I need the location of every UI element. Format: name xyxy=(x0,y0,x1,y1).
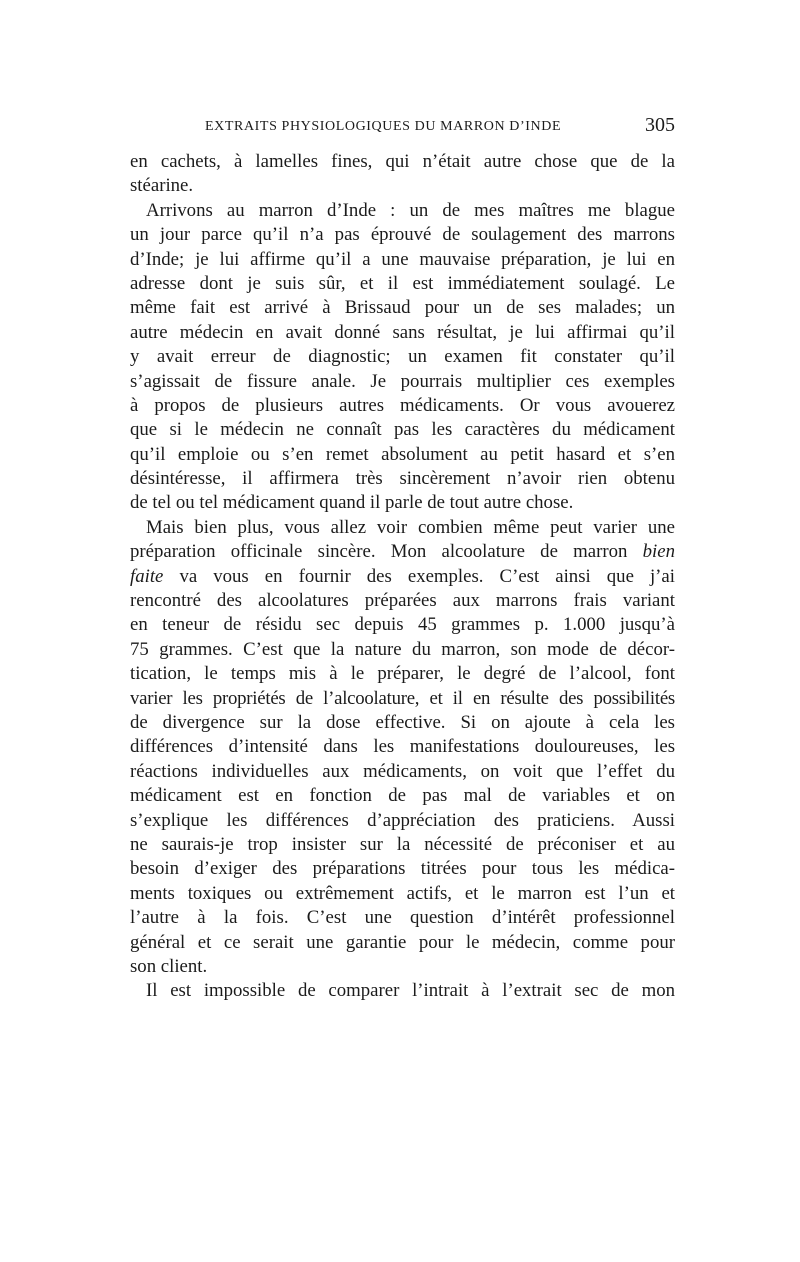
text-line: 75 grammes. C’est que la nature du marron, son mode de décor- xyxy=(130,638,675,660)
text-line: autre médecin en avait donné sans résultat, je lui affirmai qu’il xyxy=(130,321,675,343)
running-head xyxy=(130,110,675,144)
text-line: réactions individuelles aux médicaments, on voit que l’effet du xyxy=(130,760,675,782)
text-line: désintéresse, il affirmera très sincèrement n’avoir rien obtenu xyxy=(130,468,675,490)
text-line: de divergence sur la dose effective. Si on ajoute à cela les xyxy=(130,711,675,733)
text-line: ne saurais-je trop insister sur la nécessité de préconiser et au xyxy=(130,833,675,855)
text-line: un jour parce qu’il n’a pas éprouvé de soulagement des marrons xyxy=(130,224,675,246)
text-line: même fait est arrivé à Brissaud pour un de ses malades; un xyxy=(130,297,675,319)
page-number: 305 xyxy=(645,114,675,136)
text-line: différences d’intensité dans les manifestations douloureuses, les xyxy=(130,736,675,758)
text-line: besoin d’exiger des préparations titrées pour tous les médica- xyxy=(130,858,675,880)
italic-word: bien xyxy=(642,541,675,563)
text-line: qu’il emploie ou s’en remet absolument au petit hasard et s’en xyxy=(130,443,675,465)
text-line: rencontré des alcoolatures préparées aux marrons frais variant xyxy=(130,590,675,612)
text-line: général et ce serait une garantie pour le médecin, comme pour xyxy=(130,931,675,953)
text-line: d’Inde; je lui affirme qu’il a une mauvaise préparation, je lui en xyxy=(130,248,675,270)
text-line-with-italic xyxy=(130,565,675,589)
text-line: adresse dont je suis sûr, et il est immédiatement soulagé. Le xyxy=(130,272,675,294)
body-text xyxy=(130,150,675,1004)
text-line: tication, le temps mis à le préparer, le degré de l’alcool, font xyxy=(130,663,675,685)
text-line: médicament est en fonction de pas mal de variables et on xyxy=(130,785,675,807)
text-line: ments toxiques ou extrêmement actifs, et le marron est l’un et xyxy=(130,882,675,904)
text-line: y avait erreur de diagnostic; un examen fit constater qu’il xyxy=(130,346,675,368)
text-line: s’explique les différences d’appréciation des praticiens. Aussi xyxy=(130,809,675,831)
text-line: à propos de plusieurs autres médicaments. Or vous avouerez xyxy=(130,394,675,416)
text-line: de tel ou tel médicament quand il parle de tout autre chose. xyxy=(130,492,574,514)
paragraph-start-line: Arrivons au marron d’Inde : un de mes maîtres me blague xyxy=(146,199,675,221)
text-line: stéarine. xyxy=(130,175,194,197)
text-line: s’agissait de fissure anale. Je pourrais multiplier ces exemples xyxy=(130,370,675,392)
paragraph-start-line: Il est impossible de comparer l’intrait à l’extrait sec de mon xyxy=(146,980,675,1002)
running-title: EXTRAITS PHYSIOLOGIQUES DU MARRON D’INDE xyxy=(205,119,562,134)
text-line: que si le médecin ne connaît pas les caractères du médicament xyxy=(130,419,675,441)
text-line-with-italic xyxy=(130,540,675,564)
text-line: en teneur de résidu sec depuis 45 grammes p. 1.000 jusqu’à xyxy=(130,614,675,636)
text-line: en cachets, à lamelles fines, qui n’était autre chose que de la xyxy=(130,151,675,172)
italic-word: faite xyxy=(130,565,164,587)
text-segment: préparation officinale sincère. Mon alcoolature de marron xyxy=(130,541,628,563)
text-line: varier les propriétés de l’alcoolature, et il en résulte des possibilités xyxy=(130,687,675,709)
text-segment: va vous en fournir des exemples. C’est ainsi que j’ai xyxy=(179,565,675,587)
text-line: l’autre à la fois. C’est une question d’intérêt professionnel xyxy=(130,907,675,929)
text-line: son client. xyxy=(130,955,208,977)
paragraph-start-line: Mais bien plus, vous allez voir combien même peut varier une xyxy=(146,516,675,538)
